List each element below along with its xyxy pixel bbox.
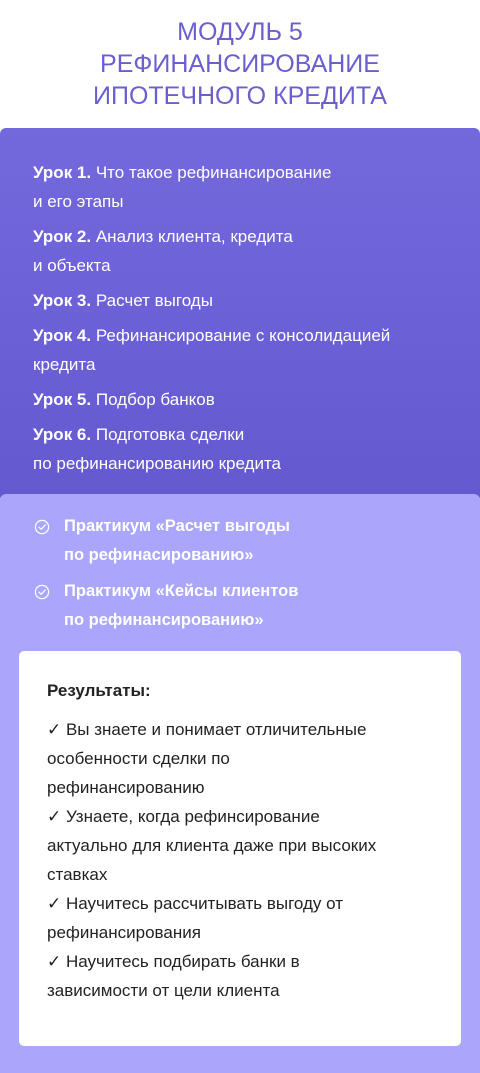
lesson-title: Расчет выгоды <box>95 291 213 310</box>
result-line-7: ✓ Научитесь рассчитывать выгоду от <box>47 894 344 913</box>
lesson-title: Что такое рефинансирование <box>95 163 332 182</box>
practice-title-cont: по рефинасированию» <box>64 546 254 564</box>
lesson-title-cont: по рефинансированию кредита <box>33 454 282 473</box>
lesson-title-cont: кредита <box>33 355 96 374</box>
module-title-line-1: МОДУЛЬ 5 <box>177 18 303 46</box>
result-line-1: ✓ Вы знаете и понимает отличительные <box>47 720 367 739</box>
lesson-label: Урок 1. <box>33 163 92 182</box>
lesson-title-cont: и объекта <box>33 256 111 275</box>
lessons-panel <box>0 128 480 498</box>
result-line-8: рефинансирования <box>47 923 201 942</box>
lesson-item-6 <box>33 420 448 478</box>
lesson-item-4 <box>33 321 448 379</box>
result-line-4: ✓ Узнаете, когда рефинсирование <box>47 807 320 826</box>
lesson-label: Урок 6. <box>33 425 92 444</box>
check-circle-icon <box>34 584 50 600</box>
result-line-9: ✓ Научитесь подбирать банки в <box>47 952 300 971</box>
results-card <box>19 651 461 1046</box>
result-line-2: особенности сделки по <box>47 749 230 768</box>
lesson-item-5 <box>33 385 448 414</box>
lesson-title: Подготовка сделки <box>95 425 245 444</box>
result-line-3: рефинансированию <box>47 778 205 797</box>
lesson-label: Урок 5. <box>33 390 92 409</box>
lesson-title: Подбор банков <box>95 390 215 409</box>
practice-title: Практикум «Расчет выгоды <box>64 517 291 535</box>
module-title-line-3: ИПОТЕЧНОГО КРЕДИТА <box>93 82 387 110</box>
lesson-title-cont: и его этапы <box>33 192 124 211</box>
module-title <box>0 16 480 112</box>
practice-title-cont: по рефинансированию» <box>64 611 264 629</box>
lesson-label: Урок 2. <box>33 227 92 246</box>
lesson-item-2 <box>33 222 448 280</box>
lesson-item-3 <box>33 286 448 315</box>
result-line-5: актуально для клиента даже при высоких <box>47 836 377 855</box>
result-line-10: зависимости от цели клиента <box>47 981 280 1000</box>
results-title: Результаты: <box>47 681 151 700</box>
lesson-title: Рефинансирование с консолидацией <box>95 326 391 345</box>
practice-title: Практикум «Кейсы клиентов <box>64 582 299 600</box>
lesson-title: Анализ клиента, кредита <box>95 227 293 246</box>
result-line-6: ставках <box>47 865 108 884</box>
check-circle-icon <box>34 519 50 535</box>
lesson-label: Урок 3. <box>33 291 92 310</box>
lesson-item-1 <box>33 158 448 216</box>
module-title-line-2: РЕФИНАНСИРОВАНИЕ <box>100 50 380 78</box>
lesson-label: Урок 4. <box>33 326 92 345</box>
